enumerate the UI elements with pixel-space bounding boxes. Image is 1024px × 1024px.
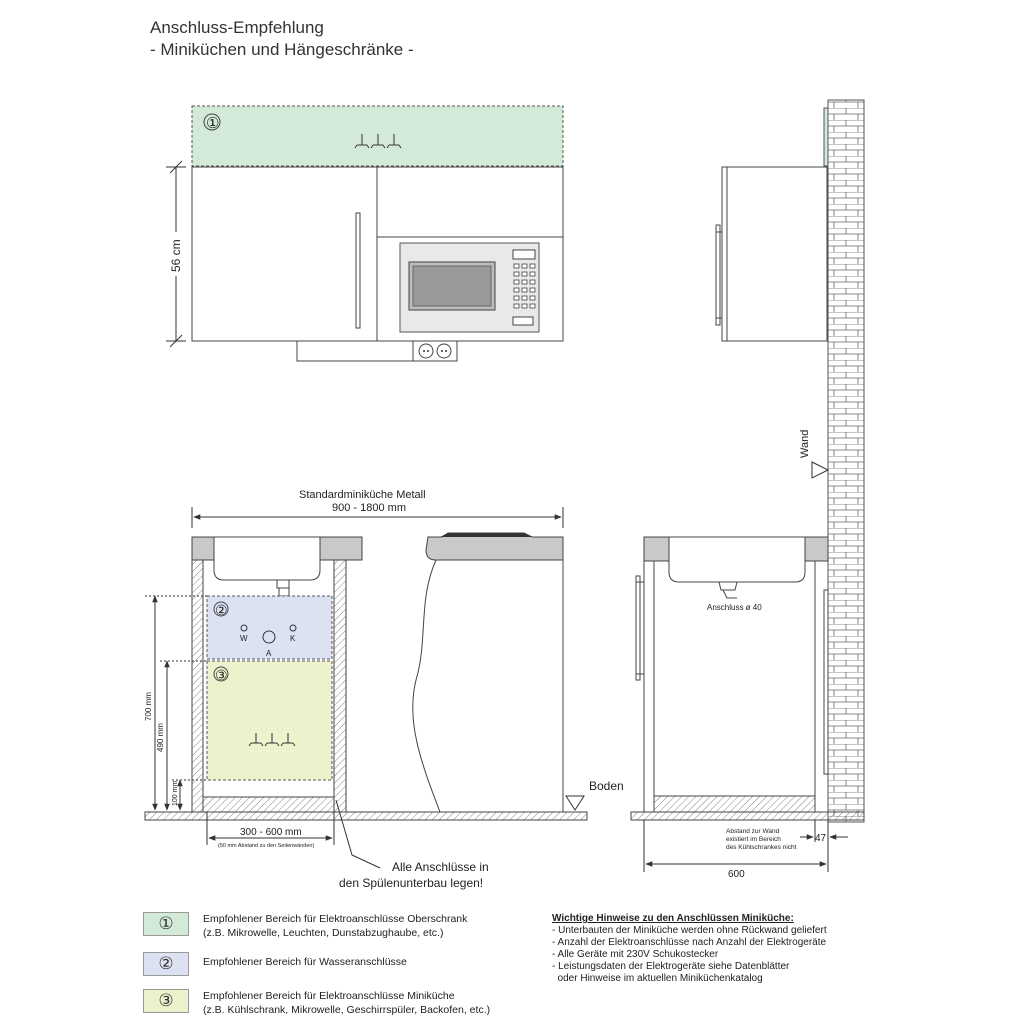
sink-basin <box>214 537 320 580</box>
depth-600-label: 600 <box>728 869 745 880</box>
notes-block <box>552 913 872 985</box>
height-490-label: 490 mm <box>156 723 165 752</box>
zone-width-label: 300 - 600 mm <box>240 827 302 838</box>
all-connections-line2: den Spülenunterbau legen! <box>339 876 484 890</box>
floor-label-group <box>566 779 624 810</box>
legend-marker-3: ③ <box>143 989 189 1013</box>
legend-2-line1: Empfohlener Bereich für Wasseranschlüsse <box>203 956 407 968</box>
base-plinth <box>203 797 334 812</box>
legend-3-line2: (z.B. Kühlschrank, Mikrowelle, Geschirrspüler, Backofen, etc.) <box>203 1004 491 1016</box>
water-w-label: W <box>240 634 248 643</box>
kitchen-width-title: Standardminiküche Metall <box>299 489 426 501</box>
wall-label: Wand <box>799 429 811 458</box>
sink-side <box>669 537 805 582</box>
legend-1-line2: (z.B. Mikrowelle, Leuchten, Dunstabzughaube, etc.) <box>203 927 444 939</box>
appliance-top <box>426 533 563 560</box>
all-connections-line1: Alle Anschlüsse in <box>392 860 489 874</box>
zone3-marker: ③ <box>215 667 228 683</box>
wall-gap-note-line3: des Kühlschrankes nicht <box>726 844 797 851</box>
zone-width-note: (50 mm Abstand zu den Seitenwänden) <box>218 843 315 849</box>
brick-wall <box>828 100 864 822</box>
note-item-4: - Leistungsdaten der Elektrogeräte siehe Datenblätter <box>552 961 790 972</box>
note-item-5: oder Hinweise im aktuellen Miniküchenkatalog <box>552 973 763 984</box>
left-side-panel <box>192 560 203 812</box>
floor-side <box>631 812 864 820</box>
right-side-panel <box>334 560 346 812</box>
legend-text-1 <box>203 912 543 940</box>
double-socket-icon <box>413 341 457 361</box>
note-item-3: - Alle Geräte mit 230V Schukostecker <box>552 949 719 960</box>
wall-cabinet-front <box>166 106 563 361</box>
zone2-marker: ② <box>215 602 228 618</box>
height-700-label: 700 mm <box>144 692 153 721</box>
note-item-1: - Unterbauten der Miniküche werden ohne Rückwand geliefert <box>552 925 827 936</box>
legend-marker-1: ① <box>143 912 189 936</box>
legend-text-3 <box>203 989 543 1017</box>
wall-gap-note-line2: existiert im Bereich <box>726 836 781 843</box>
drain-connection-label: Anschluss ø 40 <box>707 603 762 612</box>
note-item-2: - Anzahl der Elektroanschlüsse nach Anzahl der Elektrogeräte <box>552 937 827 948</box>
wall-gap-note-line1: Abstand zur Wand <box>726 828 780 835</box>
water-k-label: K <box>290 634 296 643</box>
gap-47-label: 47 <box>815 833 827 844</box>
microwave-icon <box>400 243 539 332</box>
zone1-marker: ① <box>206 115 220 132</box>
plinth-side <box>654 796 815 812</box>
wall-cabinet-height-label: 56 cm <box>169 239 183 272</box>
drain-a-label: A <box>266 649 272 658</box>
appliance-body <box>413 560 563 812</box>
page-subtitle: - Miniküchen und Hängeschränke - <box>150 40 414 59</box>
page-title: Anschluss-Empfehlung <box>150 18 324 37</box>
mini-kitchen-front <box>144 489 624 890</box>
floor-marker-icon <box>566 796 584 810</box>
legend-text-2 <box>203 955 543 969</box>
legend-1-line1: Empfohlener Bereich für Elektroanschlüsse Oberschrank <box>203 913 468 925</box>
cabinet-handle <box>356 213 360 328</box>
door-handle-side <box>636 576 640 680</box>
notes-heading: Wichtige Hinweise zu den Anschlüssen Miniküche: <box>552 913 794 924</box>
floor-label: Boden <box>589 779 624 793</box>
wall-label-group <box>799 430 828 478</box>
floor-front <box>145 812 587 820</box>
wall-cabinet-side <box>716 108 828 341</box>
legend-marker-2: ② <box>143 952 189 976</box>
wall-marker-icon <box>812 462 828 478</box>
height-100-label: 100 mm <box>172 780 179 806</box>
door-side <box>644 561 654 812</box>
kitchen-width-range: 900 - 1800 mm <box>332 502 406 514</box>
legend-3-line1: Empfohlener Bereich für Elektroanschlüsse Miniküche <box>203 990 455 1002</box>
